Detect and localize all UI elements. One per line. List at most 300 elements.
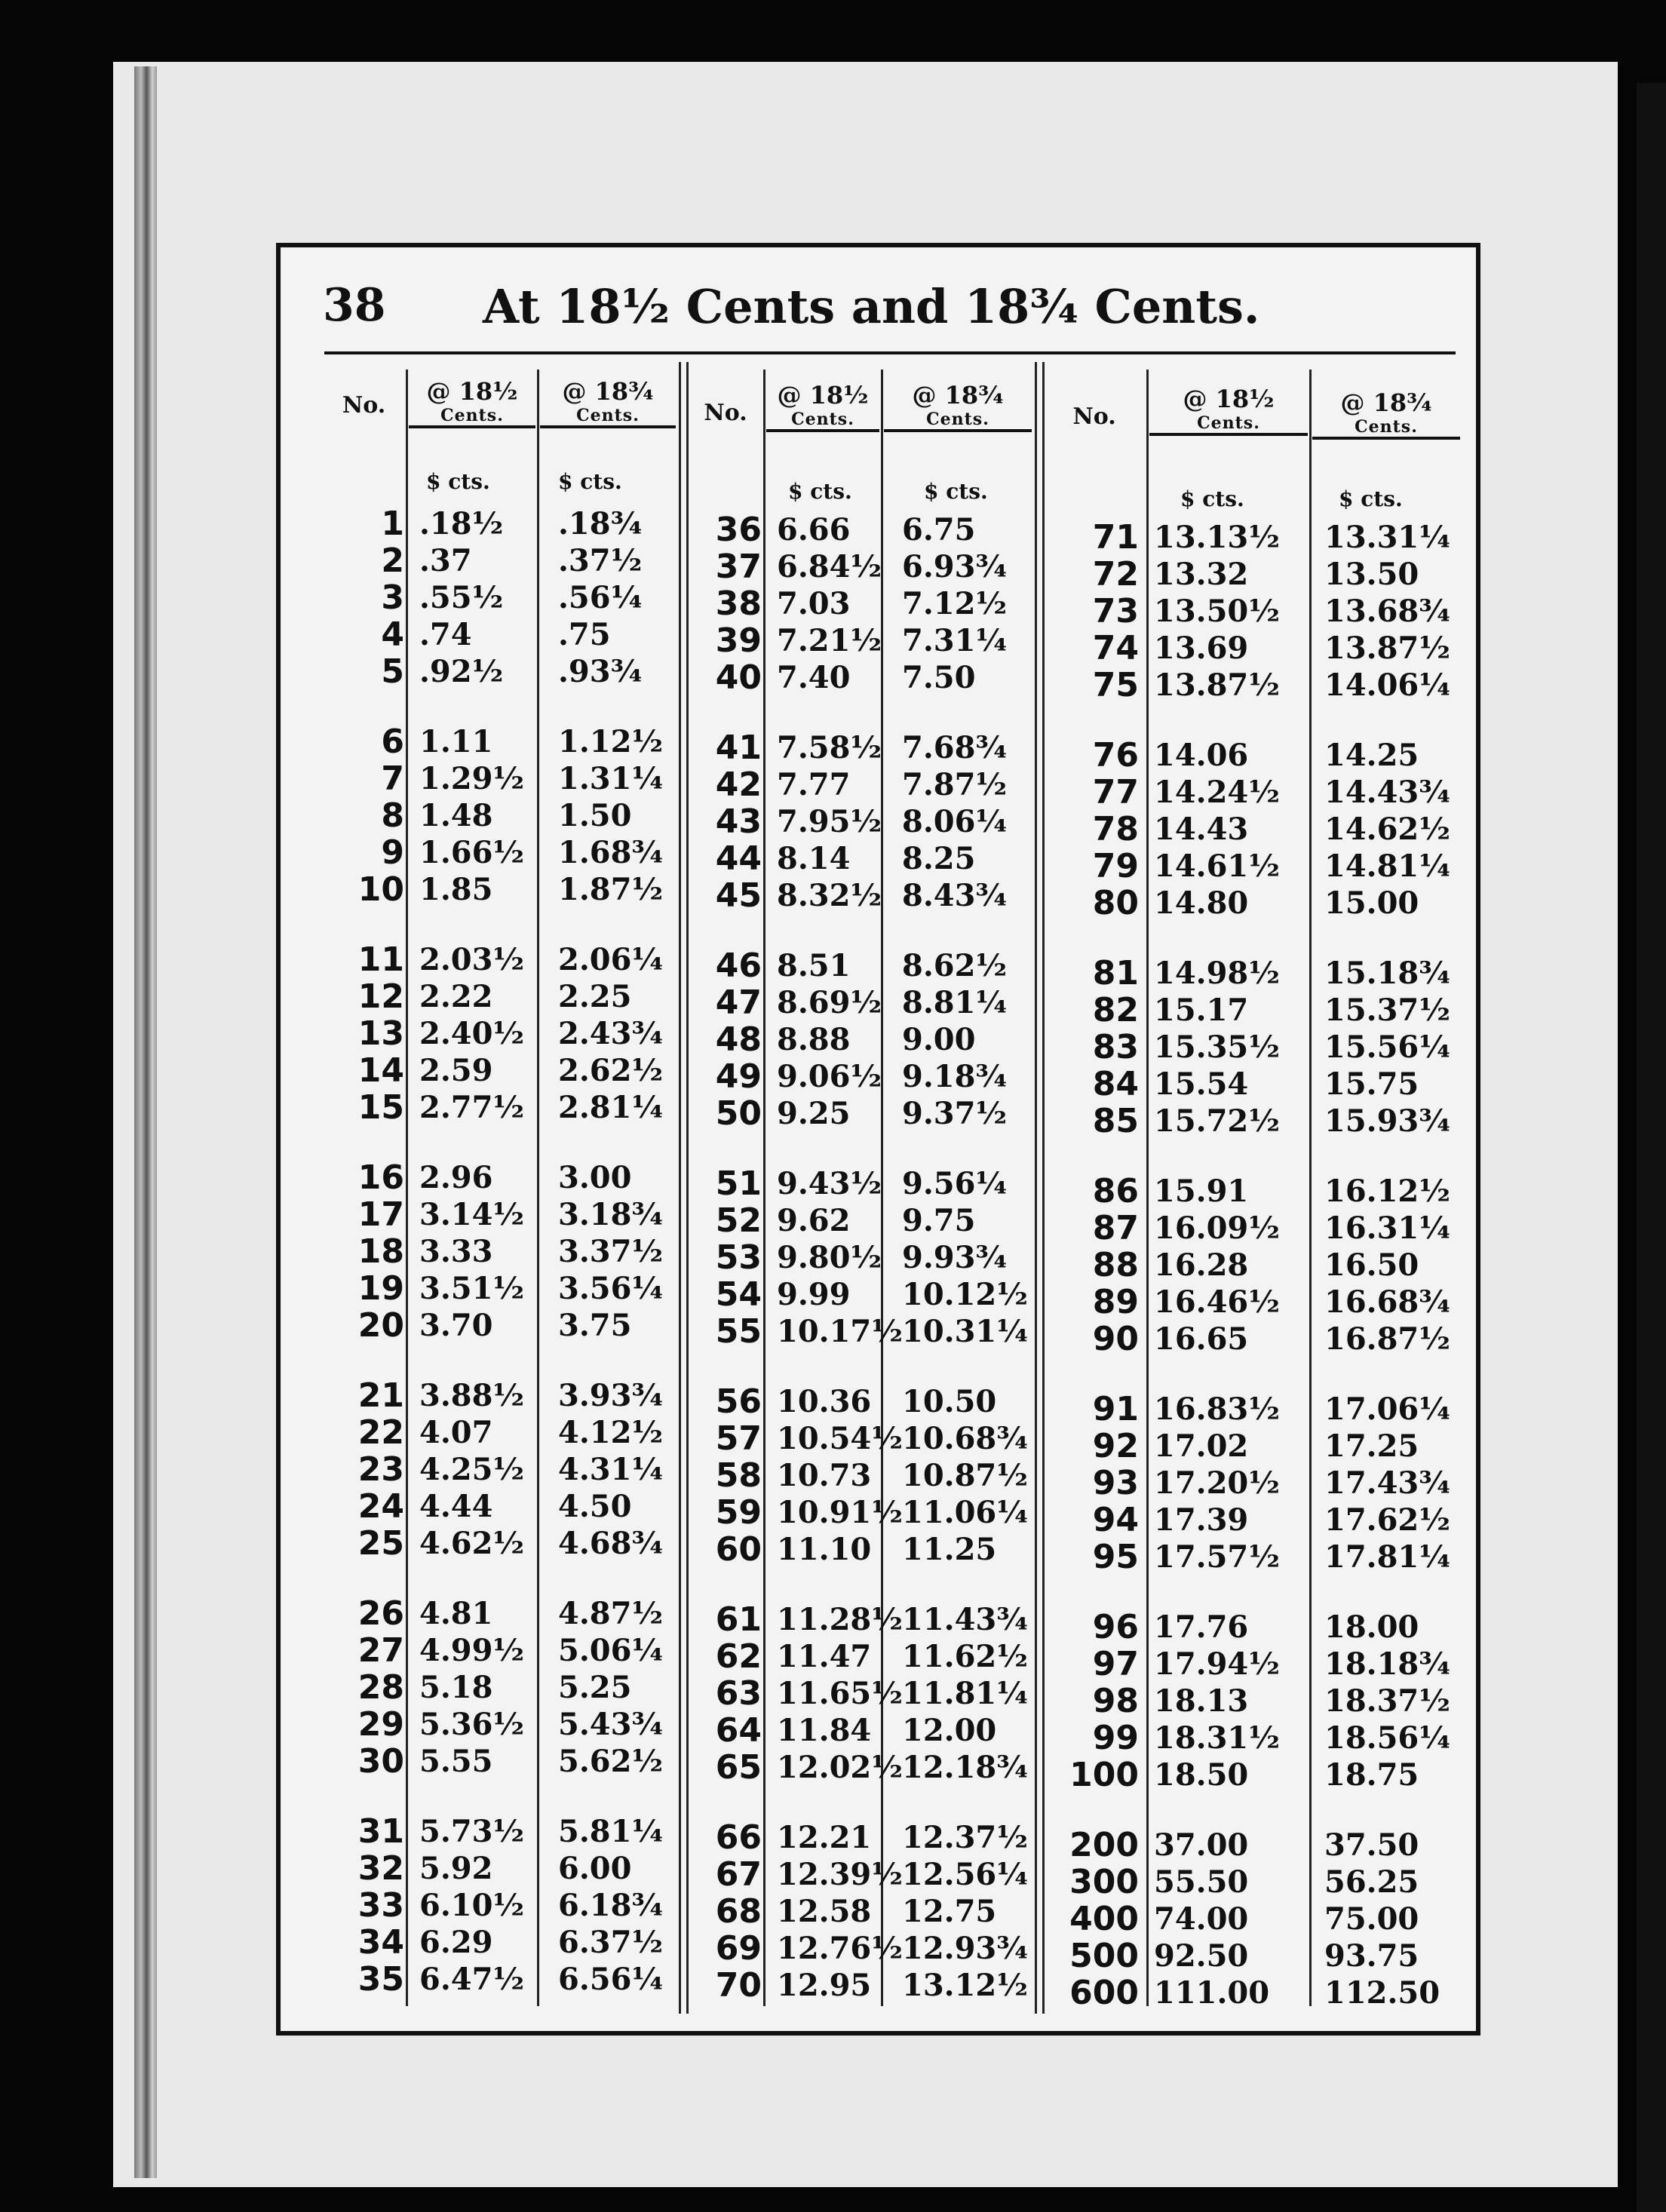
table-row bbox=[1041, 630, 1475, 667]
price-a-cell: 11.47 bbox=[777, 1639, 872, 1674]
table-row bbox=[332, 505, 700, 542]
table-row bbox=[332, 1850, 700, 1887]
table-row bbox=[332, 1813, 700, 1850]
table-row bbox=[332, 1089, 700, 1126]
price-b-cell: 15.37½ bbox=[1324, 992, 1450, 1028]
price-b-cell: 7.31¼ bbox=[902, 623, 1008, 658]
table-row bbox=[1041, 1609, 1475, 1646]
table-row bbox=[332, 1961, 700, 1998]
price-a-cell: 4.62½ bbox=[419, 1526, 525, 1561]
quantity-cell: 50 bbox=[715, 1094, 762, 1133]
price-b-cell: 15.56¼ bbox=[1324, 1029, 1450, 1065]
table-row bbox=[1041, 992, 1475, 1029]
table-row bbox=[1041, 1391, 1475, 1428]
price-b-cell: 8.43¾ bbox=[902, 878, 1008, 913]
price-b-cell: 8.81¼ bbox=[902, 985, 1008, 1020]
price-b-cell: 8.06¼ bbox=[902, 804, 1008, 839]
table-row bbox=[679, 1457, 1053, 1494]
quantity-cell: 68 bbox=[715, 1892, 762, 1931]
table-row bbox=[332, 1743, 700, 1780]
table-row bbox=[1041, 556, 1475, 593]
price-b-cell: 4.50 bbox=[558, 1489, 632, 1524]
price-a-cell: 111.00 bbox=[1154, 1975, 1270, 2011]
quantity-cell: 84 bbox=[1092, 1065, 1139, 1103]
quantity-cell: 80 bbox=[1092, 884, 1139, 922]
price-a-cell: 8.51 bbox=[777, 948, 851, 983]
table-row bbox=[1041, 1173, 1475, 1210]
price-a-cell: 7.03 bbox=[777, 586, 851, 621]
table-row bbox=[679, 1638, 1053, 1675]
price-b-cell: 11.43¾ bbox=[902, 1602, 1028, 1637]
table-row bbox=[1041, 885, 1475, 922]
price-b-cell: 13.87½ bbox=[1324, 630, 1450, 666]
table-row bbox=[1041, 1247, 1475, 1284]
table-row bbox=[1041, 737, 1475, 774]
price-a-cell: 2.59 bbox=[419, 1053, 493, 1088]
table-row bbox=[332, 1196, 700, 1233]
quantity-cell: 61 bbox=[715, 1600, 762, 1639]
table-row bbox=[1041, 1937, 1475, 1974]
table-row bbox=[1041, 519, 1475, 556]
price-b-cell: 1.12½ bbox=[558, 724, 664, 759]
table-row bbox=[332, 1015, 700, 1052]
quantity-cell: 76 bbox=[1092, 736, 1139, 775]
table-row bbox=[1041, 1827, 1475, 1864]
quantity-cell: 79 bbox=[1092, 847, 1139, 885]
quantity-cell: 10 bbox=[357, 870, 404, 909]
header-rate-b bbox=[540, 377, 676, 428]
header-rate-a bbox=[1149, 385, 1308, 436]
price-a-cell: 12.58 bbox=[777, 1894, 872, 1929]
price-a-cell: 3.14½ bbox=[419, 1197, 525, 1232]
quantity-cell: 15 bbox=[357, 1088, 404, 1127]
price-b-cell: 16.31¼ bbox=[1324, 1210, 1450, 1246]
quantity-cell: 16 bbox=[357, 1158, 404, 1197]
price-a-cell: 12.02½ bbox=[777, 1750, 903, 1785]
price-a-cell: 9.99 bbox=[777, 1277, 851, 1312]
price-b-cell: 16.50 bbox=[1324, 1247, 1419, 1283]
quantity-cell: 38 bbox=[715, 584, 762, 623]
table-row bbox=[332, 1632, 700, 1669]
price-a-cell: 10.17½ bbox=[777, 1314, 903, 1349]
quantity-cell: 4 bbox=[381, 615, 404, 654]
price-a-cell: 13.69 bbox=[1154, 630, 1249, 666]
table-row bbox=[679, 622, 1053, 659]
quantity-cell: 81 bbox=[1092, 954, 1139, 992]
quantity-cell: 75 bbox=[1092, 666, 1139, 704]
price-a-cell: 7.21½ bbox=[777, 623, 882, 658]
price-b-cell: 7.68¾ bbox=[902, 730, 1008, 765]
price-b-cell: 1.31¼ bbox=[558, 761, 664, 796]
price-b-cell: 10.87½ bbox=[902, 1458, 1028, 1493]
quantity-cell: 71 bbox=[1092, 518, 1139, 557]
price-a-cell: 2.03½ bbox=[419, 942, 525, 977]
quantity-cell: 32 bbox=[357, 1849, 404, 1888]
quantity-cell: 1 bbox=[381, 505, 404, 543]
quantity-cell: 14 bbox=[357, 1051, 404, 1090]
table-row bbox=[679, 1165, 1053, 1202]
quantity-cell: 65 bbox=[715, 1748, 762, 1787]
quantity-cell: 19 bbox=[357, 1269, 404, 1308]
price-b-cell: 18.56¼ bbox=[1324, 1720, 1450, 1756]
quantity-cell: 33 bbox=[357, 1886, 404, 1925]
price-a-cell: 74.00 bbox=[1154, 1901, 1249, 1937]
table-row bbox=[1041, 1284, 1475, 1321]
price-b-cell: 9.00 bbox=[902, 1022, 976, 1057]
price-a-cell: 1.66½ bbox=[419, 835, 525, 870]
table-row bbox=[332, 1307, 700, 1344]
quantity-cell: 54 bbox=[715, 1275, 762, 1314]
table-row bbox=[332, 1669, 700, 1706]
table-row bbox=[679, 1383, 1053, 1420]
quantity-cell: 400 bbox=[1069, 1900, 1139, 1938]
price-b-cell: 16.12½ bbox=[1324, 1173, 1450, 1209]
quantity-cell: 12 bbox=[357, 977, 404, 1016]
quantity-cell: 34 bbox=[357, 1923, 404, 1962]
table-row bbox=[332, 871, 700, 908]
table-row bbox=[332, 1525, 700, 1562]
price-b-cell: 15.18¾ bbox=[1324, 956, 1450, 991]
table-row bbox=[1041, 1502, 1475, 1539]
quantity-cell: 35 bbox=[357, 1960, 404, 1999]
rate-a-label: @ 18½ bbox=[426, 377, 518, 406]
table-row bbox=[1041, 1756, 1475, 1793]
quantity-cell: 53 bbox=[715, 1238, 762, 1277]
price-b-cell: 3.75 bbox=[558, 1308, 632, 1343]
price-a-cell: 9.62 bbox=[777, 1203, 851, 1238]
price-b-cell: .93¾ bbox=[558, 654, 643, 689]
price-a-cell: 6.84½ bbox=[777, 549, 882, 584]
price-b-cell: 17.81¼ bbox=[1324, 1539, 1450, 1575]
table-row bbox=[679, 840, 1053, 877]
price-b-cell: 8.25 bbox=[902, 841, 976, 876]
price-b-cell: 9.18¾ bbox=[902, 1059, 1008, 1094]
table-row bbox=[679, 1893, 1053, 1930]
price-a-cell: 5.55 bbox=[419, 1744, 493, 1779]
price-b-cell: 6.18¾ bbox=[558, 1888, 664, 1923]
price-b-cell: 4.68¾ bbox=[558, 1526, 664, 1561]
price-b-cell: 6.00 bbox=[558, 1851, 632, 1886]
price-a-cell: 4.25½ bbox=[419, 1452, 525, 1487]
table-row bbox=[1041, 1428, 1475, 1465]
table-row bbox=[332, 1414, 700, 1451]
price-a-cell: 18.50 bbox=[1154, 1757, 1249, 1793]
table-row bbox=[1041, 1864, 1475, 1901]
price-a-cell: 12.39½ bbox=[777, 1857, 903, 1892]
price-a-cell: 8.32½ bbox=[777, 878, 882, 913]
price-b-cell: 10.31¼ bbox=[902, 1314, 1028, 1349]
quantity-cell: 5 bbox=[381, 652, 404, 691]
price-a-cell: 12.21 bbox=[777, 1820, 872, 1855]
table-row bbox=[679, 1202, 1053, 1239]
table-row bbox=[679, 877, 1053, 914]
table-row bbox=[1041, 1974, 1475, 2011]
quantity-cell: 86 bbox=[1092, 1172, 1139, 1210]
row-group bbox=[679, 947, 1053, 1132]
price-b-cell: 9.75 bbox=[902, 1203, 976, 1238]
quantity-cell: 500 bbox=[1069, 1937, 1139, 1975]
price-a-cell: 15.72½ bbox=[1154, 1103, 1280, 1139]
row-group bbox=[1041, 955, 1475, 1140]
price-b-cell: 14.62½ bbox=[1324, 811, 1450, 847]
price-b-cell: 11.06¼ bbox=[902, 1495, 1028, 1530]
quantity-cell: 25 bbox=[357, 1524, 404, 1563]
table-row bbox=[679, 511, 1053, 548]
price-a-cell: .74 bbox=[419, 617, 472, 652]
price-b-cell: 18.75 bbox=[1324, 1757, 1419, 1793]
quantity-cell: 88 bbox=[1092, 1246, 1139, 1284]
price-a-cell: 14.06 bbox=[1154, 738, 1249, 773]
price-a-cell: 92.50 bbox=[1154, 1938, 1249, 1974]
price-b-cell: 4.87½ bbox=[558, 1596, 664, 1631]
quantity-cell: 46 bbox=[715, 946, 762, 985]
price-a-cell: 14.43 bbox=[1154, 811, 1249, 847]
table-row bbox=[1041, 1066, 1475, 1103]
quantity-cell: 47 bbox=[715, 983, 762, 1022]
price-a-cell: 10.73 bbox=[777, 1458, 872, 1493]
quantity-cell: 8 bbox=[381, 796, 404, 835]
quantity-cell: 57 bbox=[715, 1419, 762, 1458]
price-a-cell: 12.76½ bbox=[777, 1931, 903, 1966]
price-b-cell: 7.87½ bbox=[902, 767, 1008, 802]
price-a-cell: .18½ bbox=[419, 506, 504, 541]
price-b-cell: 14.81¼ bbox=[1324, 848, 1450, 884]
quantity-cell: 98 bbox=[1092, 1682, 1139, 1720]
table-row bbox=[679, 1856, 1053, 1893]
quantity-cell: 49 bbox=[715, 1057, 762, 1096]
row-group bbox=[332, 1813, 700, 1998]
rate-b-label: @ 18¾ bbox=[912, 381, 1004, 410]
price-a-cell: 3.51½ bbox=[419, 1271, 525, 1306]
price-b-cell: 9.56¼ bbox=[902, 1166, 1008, 1201]
price-b-cell: 13.12½ bbox=[902, 1968, 1028, 2003]
quantity-cell: 90 bbox=[1092, 1320, 1139, 1358]
price-a-cell: 5.92 bbox=[419, 1851, 493, 1886]
price-b-cell: 3.00 bbox=[558, 1160, 632, 1195]
quantity-cell: 300 bbox=[1069, 1863, 1139, 1901]
price-a-cell: 5.73½ bbox=[419, 1814, 525, 1849]
price-a-cell: .92½ bbox=[419, 654, 504, 689]
row-group bbox=[1041, 737, 1475, 922]
table-row bbox=[679, 729, 1053, 766]
price-a-cell: 10.36 bbox=[777, 1384, 872, 1419]
quantity-cell: 85 bbox=[1092, 1102, 1139, 1140]
price-a-cell: 10.91½ bbox=[777, 1495, 903, 1530]
price-a-cell: 55.50 bbox=[1154, 1864, 1249, 1900]
table-row bbox=[1041, 1901, 1475, 1937]
price-a-cell: 17.02 bbox=[1154, 1428, 1249, 1464]
price-b-cell: .56¼ bbox=[558, 580, 643, 615]
price-a-cell: 17.20½ bbox=[1154, 1465, 1280, 1501]
price-b-cell: 10.68¾ bbox=[902, 1421, 1028, 1456]
price-a-cell: 12.95 bbox=[777, 1968, 872, 2003]
price-a-cell: 15.54 bbox=[1154, 1066, 1249, 1102]
table-row bbox=[1041, 593, 1475, 630]
price-b-cell: 9.37½ bbox=[902, 1096, 1008, 1131]
price-a-cell: 13.50½ bbox=[1154, 594, 1280, 629]
price-b-cell: 4.12½ bbox=[558, 1415, 664, 1450]
quantity-cell: 95 bbox=[1092, 1538, 1139, 1576]
price-a-cell: 15.35½ bbox=[1154, 1029, 1280, 1065]
table-row bbox=[679, 803, 1053, 840]
quantity-cell: 24 bbox=[357, 1487, 404, 1526]
table-row bbox=[1041, 955, 1475, 992]
units-label: $ cts. bbox=[924, 479, 988, 504]
price-b-cell: 7.50 bbox=[902, 660, 976, 695]
row-group bbox=[1041, 519, 1475, 704]
page-number: 38 bbox=[323, 279, 386, 332]
quantity-cell: 70 bbox=[715, 1966, 762, 2005]
quantity-cell: 52 bbox=[715, 1201, 762, 1240]
table-row bbox=[332, 653, 700, 690]
table-row bbox=[332, 1706, 700, 1743]
table-row bbox=[1041, 1720, 1475, 1756]
cents-label: Cents. bbox=[576, 406, 640, 425]
table-row bbox=[332, 941, 700, 978]
price-b-cell: .18¾ bbox=[558, 506, 643, 541]
row-group bbox=[1041, 1827, 1475, 2011]
price-a-cell: 16.09½ bbox=[1154, 1210, 1280, 1246]
quantity-cell: 31 bbox=[357, 1812, 404, 1851]
quantity-cell: 41 bbox=[715, 729, 762, 767]
price-a-cell: 7.95½ bbox=[777, 804, 882, 839]
price-b-cell: 13.31¼ bbox=[1324, 520, 1450, 555]
price-a-cell: 15.17 bbox=[1154, 992, 1249, 1028]
price-a-cell: 2.77½ bbox=[419, 1090, 525, 1125]
quantity-cell: 200 bbox=[1069, 1826, 1139, 1864]
price-b-cell: 6.56¼ bbox=[558, 1962, 664, 1997]
table-row bbox=[679, 1420, 1053, 1457]
price-a-cell: 7.40 bbox=[777, 660, 851, 695]
price-a-cell: 13.87½ bbox=[1154, 667, 1280, 703]
price-a-cell: 6.10½ bbox=[419, 1888, 525, 1923]
price-a-cell: 2.40½ bbox=[419, 1016, 525, 1051]
price-b-cell: 11.62½ bbox=[902, 1639, 1028, 1674]
price-b-cell: 10.50 bbox=[902, 1384, 997, 1419]
row-group bbox=[332, 1595, 700, 1780]
price-b-cell: 12.75 bbox=[902, 1894, 997, 1929]
table-row bbox=[679, 1494, 1053, 1531]
table-row bbox=[332, 1270, 700, 1307]
table-row bbox=[679, 984, 1053, 1021]
table-row bbox=[332, 1887, 700, 1924]
quantity-cell: 96 bbox=[1092, 1608, 1139, 1646]
price-a-cell: 9.06½ bbox=[777, 1059, 882, 1094]
row-group bbox=[679, 1601, 1053, 1786]
price-b-cell: 11.25 bbox=[902, 1532, 997, 1567]
price-b-cell: 13.50 bbox=[1324, 557, 1419, 592]
row-group bbox=[1041, 1173, 1475, 1358]
row-group bbox=[679, 1165, 1053, 1350]
price-a-cell: 14.24½ bbox=[1154, 775, 1280, 810]
table-row bbox=[679, 1819, 1053, 1856]
price-a-cell: 3.33 bbox=[419, 1234, 493, 1269]
price-a-cell: 16.46½ bbox=[1154, 1284, 1280, 1320]
price-b-cell: 13.68¾ bbox=[1324, 594, 1450, 629]
table-row bbox=[332, 834, 700, 871]
quantity-cell: 73 bbox=[1092, 592, 1139, 630]
units-label: $ cts. bbox=[426, 469, 490, 494]
quantity-cell: 22 bbox=[357, 1413, 404, 1452]
price-b-cell: 56.25 bbox=[1324, 1864, 1419, 1900]
quantity-cell: 94 bbox=[1092, 1501, 1139, 1539]
price-a-cell: 4.99½ bbox=[419, 1633, 525, 1668]
quantity-cell: 83 bbox=[1092, 1028, 1139, 1066]
quantity-cell: 82 bbox=[1092, 991, 1139, 1029]
table-row bbox=[679, 1313, 1053, 1350]
book-binding-edge bbox=[134, 66, 157, 2178]
price-b-cell: 9.93¾ bbox=[902, 1240, 1008, 1275]
price-b-cell: 5.25 bbox=[558, 1670, 632, 1705]
table-row bbox=[332, 978, 700, 1015]
price-a-cell: 11.28½ bbox=[777, 1602, 903, 1637]
row-group bbox=[332, 1159, 700, 1344]
quantity-cell: 30 bbox=[357, 1742, 404, 1781]
price-a-cell: 1.29½ bbox=[419, 761, 525, 796]
table-row bbox=[332, 1595, 700, 1632]
price-b-cell: 12.56¼ bbox=[902, 1857, 1028, 1892]
table-row bbox=[1041, 1103, 1475, 1140]
table-row bbox=[679, 1239, 1053, 1276]
quantity-cell: 2 bbox=[381, 541, 404, 580]
price-b-cell: 17.43¾ bbox=[1324, 1465, 1450, 1501]
price-b-cell: 14.06¼ bbox=[1324, 667, 1450, 703]
price-a-cell: 17.94½ bbox=[1154, 1646, 1280, 1682]
table-row bbox=[332, 542, 700, 579]
price-a-cell: .37 bbox=[419, 543, 472, 578]
price-a-cell: 8.14 bbox=[777, 841, 851, 876]
row-group bbox=[679, 1383, 1053, 1568]
header-rate-a bbox=[766, 381, 879, 432]
price-a-cell: 17.57½ bbox=[1154, 1539, 1280, 1575]
price-a-cell: 18.31½ bbox=[1154, 1720, 1280, 1756]
quantity-cell: 18 bbox=[357, 1232, 404, 1271]
quantity-cell: 97 bbox=[1092, 1645, 1139, 1683]
table-row bbox=[679, 1276, 1053, 1313]
price-b-cell: 12.18¾ bbox=[902, 1750, 1028, 1785]
price-a-cell: 16.65 bbox=[1154, 1321, 1249, 1357]
price-a-cell: 5.36½ bbox=[419, 1707, 525, 1742]
header-no: No. bbox=[1072, 403, 1116, 430]
table-row bbox=[1041, 1210, 1475, 1247]
table-row bbox=[332, 1924, 700, 1961]
rate-b-label: @ 18¾ bbox=[1340, 388, 1432, 417]
price-b-cell: 93.75 bbox=[1324, 1938, 1419, 1974]
price-b-cell: 3.37½ bbox=[558, 1234, 664, 1269]
price-a-cell: 17.39 bbox=[1154, 1502, 1249, 1538]
quantity-cell: 99 bbox=[1092, 1719, 1139, 1757]
quantity-cell: 60 bbox=[715, 1530, 762, 1569]
table-row bbox=[1041, 1321, 1475, 1358]
price-a-cell: 1.85 bbox=[419, 872, 493, 907]
cents-label: Cents. bbox=[791, 410, 854, 429]
price-a-cell: 13.13½ bbox=[1154, 520, 1280, 555]
table-row bbox=[332, 1488, 700, 1525]
row-group bbox=[332, 505, 700, 690]
price-b-cell: 5.81¼ bbox=[558, 1814, 664, 1849]
price-a-cell: 9.25 bbox=[777, 1096, 851, 1131]
table-row bbox=[679, 766, 1053, 803]
table-row bbox=[332, 760, 700, 797]
price-b-cell: 2.25 bbox=[558, 979, 632, 1014]
quantity-cell: 20 bbox=[357, 1306, 404, 1345]
cents-label: Cents. bbox=[926, 410, 989, 429]
quantity-cell: 600 bbox=[1069, 1974, 1139, 2012]
price-b-cell: 17.25 bbox=[1324, 1428, 1419, 1464]
units-label: $ cts. bbox=[558, 469, 622, 494]
header-rate-b bbox=[1312, 388, 1460, 440]
price-a-cell: 2.22 bbox=[419, 979, 493, 1014]
